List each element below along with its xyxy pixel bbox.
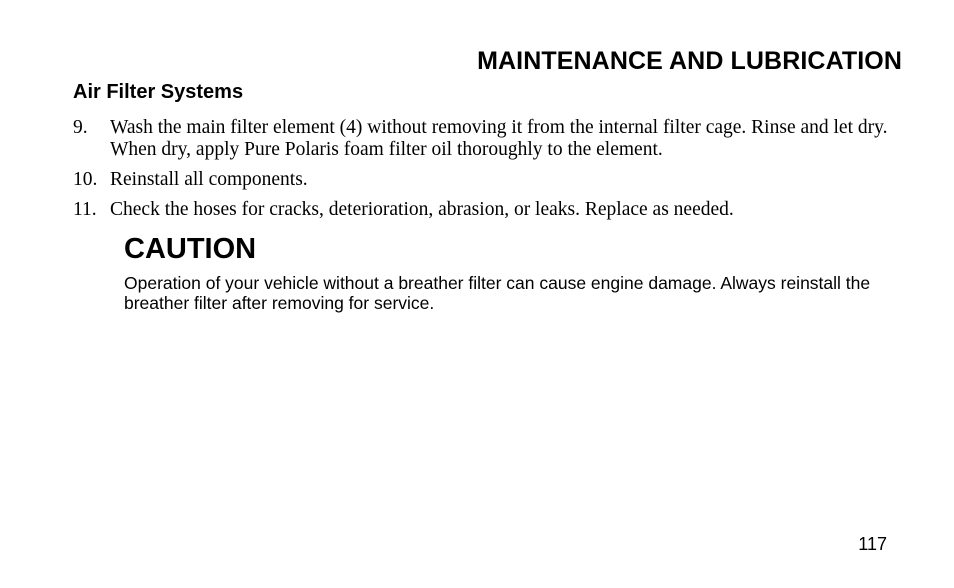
step-number: 9.	[73, 117, 88, 138]
step-number: 10.	[73, 169, 98, 190]
section-heading: Air Filter Systems	[73, 81, 244, 103]
step-item	[73, 117, 913, 161]
step-text: Reinstall all components.	[110, 169, 308, 190]
step-text: Check the hoses for cracks, deterioration, abrasion, or leaks. Replace as needed.	[110, 199, 734, 220]
caution-text: Operation of your vehicle without a breather filter can cause engine damage. Always reinstall the breather filter after removing for service.	[124, 273, 871, 313]
step-item	[73, 169, 913, 191]
caution-box	[124, 232, 904, 313]
chapter-title: MAINTENANCE AND LUBRICATION	[477, 47, 902, 75]
step-list	[73, 117, 913, 229]
step-text: Wash the main filter element (4) without removing it from the internal filter cage. Rinse and let dry. When dry, apply Pure Polaris foam filter oil thoroughly to the element.	[110, 117, 888, 160]
page-number: 117	[858, 534, 887, 554]
step-item	[73, 199, 913, 221]
caution-title: CAUTION	[124, 233, 257, 265]
step-number: 11.	[73, 199, 97, 220]
